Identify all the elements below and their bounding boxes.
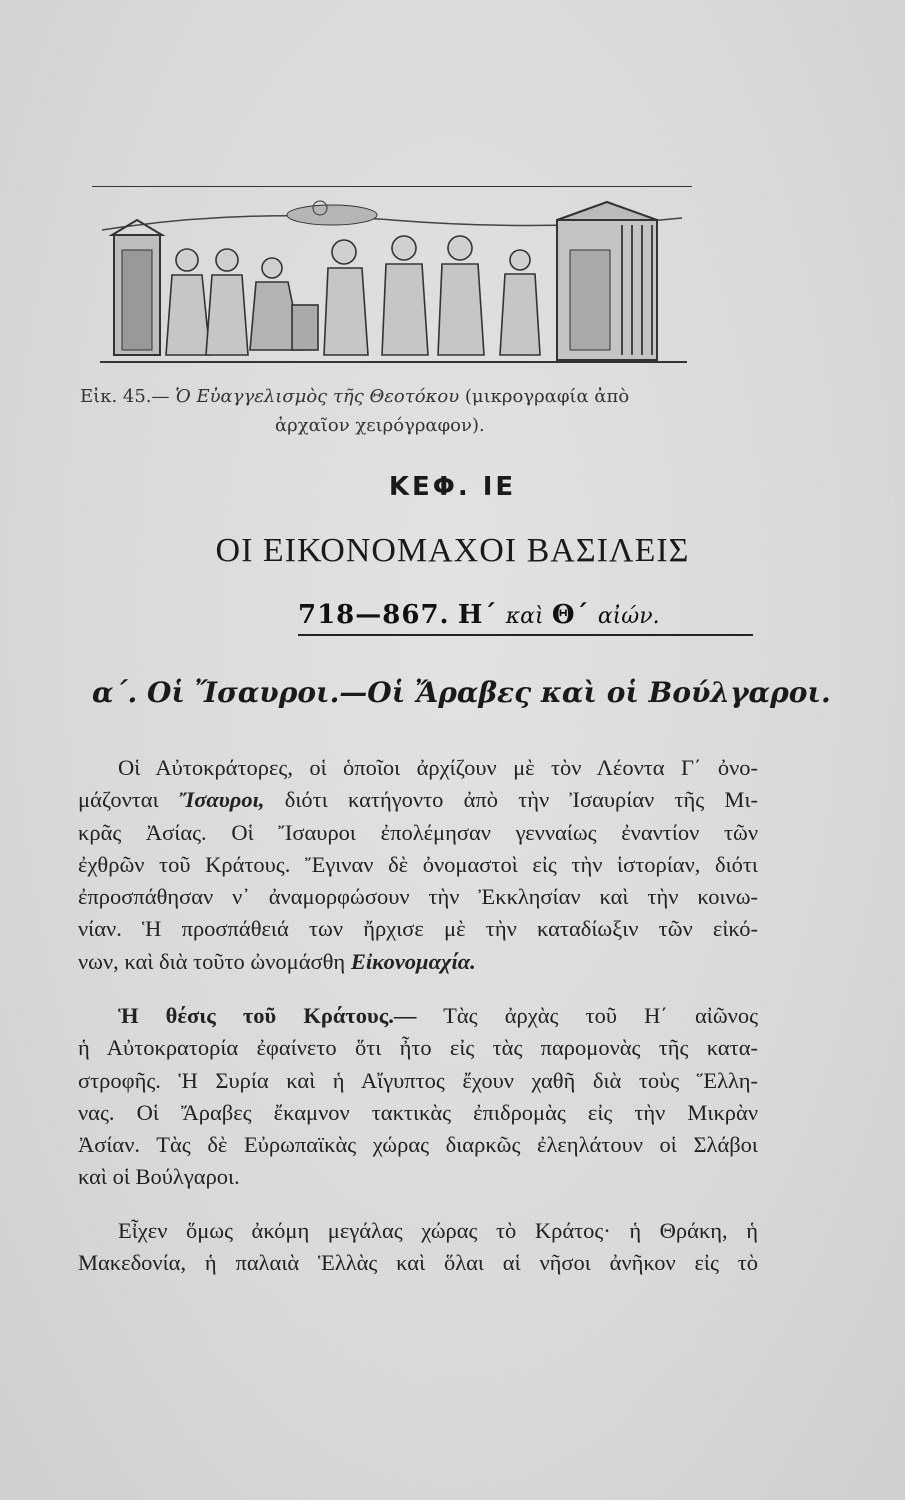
figure-caption [80,382,720,440]
caption-rest-2: ἀρχαῖον χειρόγραφον). [275,415,485,436]
annunciation-miniature [92,190,692,368]
p1-line-5: ἐπροσπάθησαν ν᾿ ἀναμορφώσουν τὴν Ἐκκλησίαν καὶ τὴν κοινω- [78,884,758,910]
century-theta: Θ΄ [551,600,590,630]
p2-line-1b: Τὰς ἀρχὰς τοῦ Η΄ αἰῶνος [443,1003,759,1028]
p1-line-7 [78,946,758,978]
p1-isauroi: Ἴσαυροι, [178,787,265,813]
p2-line-5: Ἀσίαν. Τὰς δὲ Εὐρωπαϊκὰς χώρας διαρκῶς ἐλεηλάτουν οἱ Σλάβοι [78,1132,758,1158]
paragraph-2 [78,1000,758,1194]
p2-line-1 [78,1000,758,1032]
caption-title: Ὁ Εὐαγγελισμὸς τῆς Θεοτόκου [175,386,460,407]
p2-line-6: καὶ οἱ Βούλγαροι. [78,1164,240,1190]
p2-line-3: στροφῆς. Ἡ Συρία καὶ ἡ Αἴγυπτος ἔχουν χαθῆ διὰ τοὺς Ἕλλη- [78,1067,758,1093]
chapter-title: ΟΙ ΕΙΚΟΝΟΜΑΧΟΙ ΒΑΣΙΛΕΙΣ [215,532,690,569]
paragraph-3 [78,1215,758,1280]
century-eta: Η΄ [457,600,498,630]
century-and: καὶ [505,604,544,629]
p1-line-3: κρᾶς Ἀσίας. Οἱ Ἴσαυροι ἐπολέμησαν γενναίως ἐναντίον τῶν [78,819,758,845]
paragraph-1 [78,752,758,978]
p1-line-4: ἐχθρῶν τοῦ Κράτους. Ἔγιναν δὲ ὀνομαστοὶ εἰς τὴν ἱστορίαν, διότι [78,851,758,877]
p2-line-4: νας. Οἱ Ἄραβες ἔκαμνον τακτικὰς ἐπιδρομὰς εἰς τὴν Μικρὰν [78,1099,758,1125]
p1-line-7a: νων, καὶ διὰ τοῦτο ὠνομάσθη [78,948,346,974]
p1-line-6: νίαν. Ἡ προσπάθειά των ἤρχισε μὲ τὴν καταδίωξιν τῶν εἰκό- [78,916,758,942]
p3-line-1: Εἶχεν ὅμως ἀκόμη μεγάλας χώρας τὸ Κράτος· ἡ Θράκη, ἡ [118,1218,758,1243]
p1-line-2c: διότι κατήγοντο ἀπὸ τὴν Ἰσαυρίαν τῆς Μι- [284,787,758,813]
p1-line-1: Οἱ Αὐτοκράτορες, οἱ ὁποῖοι ἀρχίζουν μὲ τὸν Λέοντα Γ΄ ὀνο- [118,755,758,780]
section-title: α΄. Οἱ Ἴσαυροι.—Οἱ Ἄραβες καὶ οἱ Βούλγαροι. [92,676,831,709]
p2-line-2: ἡ Αὐτοκρατορία ἐφαίνετο ὅτι ἦτο εἰς τὰς παρομονὰς τῆς κατα- [78,1035,758,1061]
dates-range: 718—867. [298,600,450,630]
top-rule [92,186,692,187]
p2-heading: Ἡ θέσις τοῦ Κράτους.— [118,1003,417,1028]
caption-rest-1: (μικρογραφία ἀπὸ [464,386,630,407]
p1-line-2a: μάζονται [78,787,159,813]
chapter-label: ΚΕΦ. ΙΕ [388,472,517,502]
p3-line-2: Μακεδονία, ἡ παλαιὰ Ἑλλὰς καὶ ὅλαι αἱ νῆσοι ἀνῆκον εἰς τὸ [78,1250,758,1276]
p1-line-2 [78,784,758,816]
p1-eikonomachia: Εἰκονομαχία. [350,948,476,974]
chapter-dates [298,600,753,636]
caption-number: Εἰκ. 45.— [80,386,170,407]
century-word: αἰών. [597,604,660,629]
